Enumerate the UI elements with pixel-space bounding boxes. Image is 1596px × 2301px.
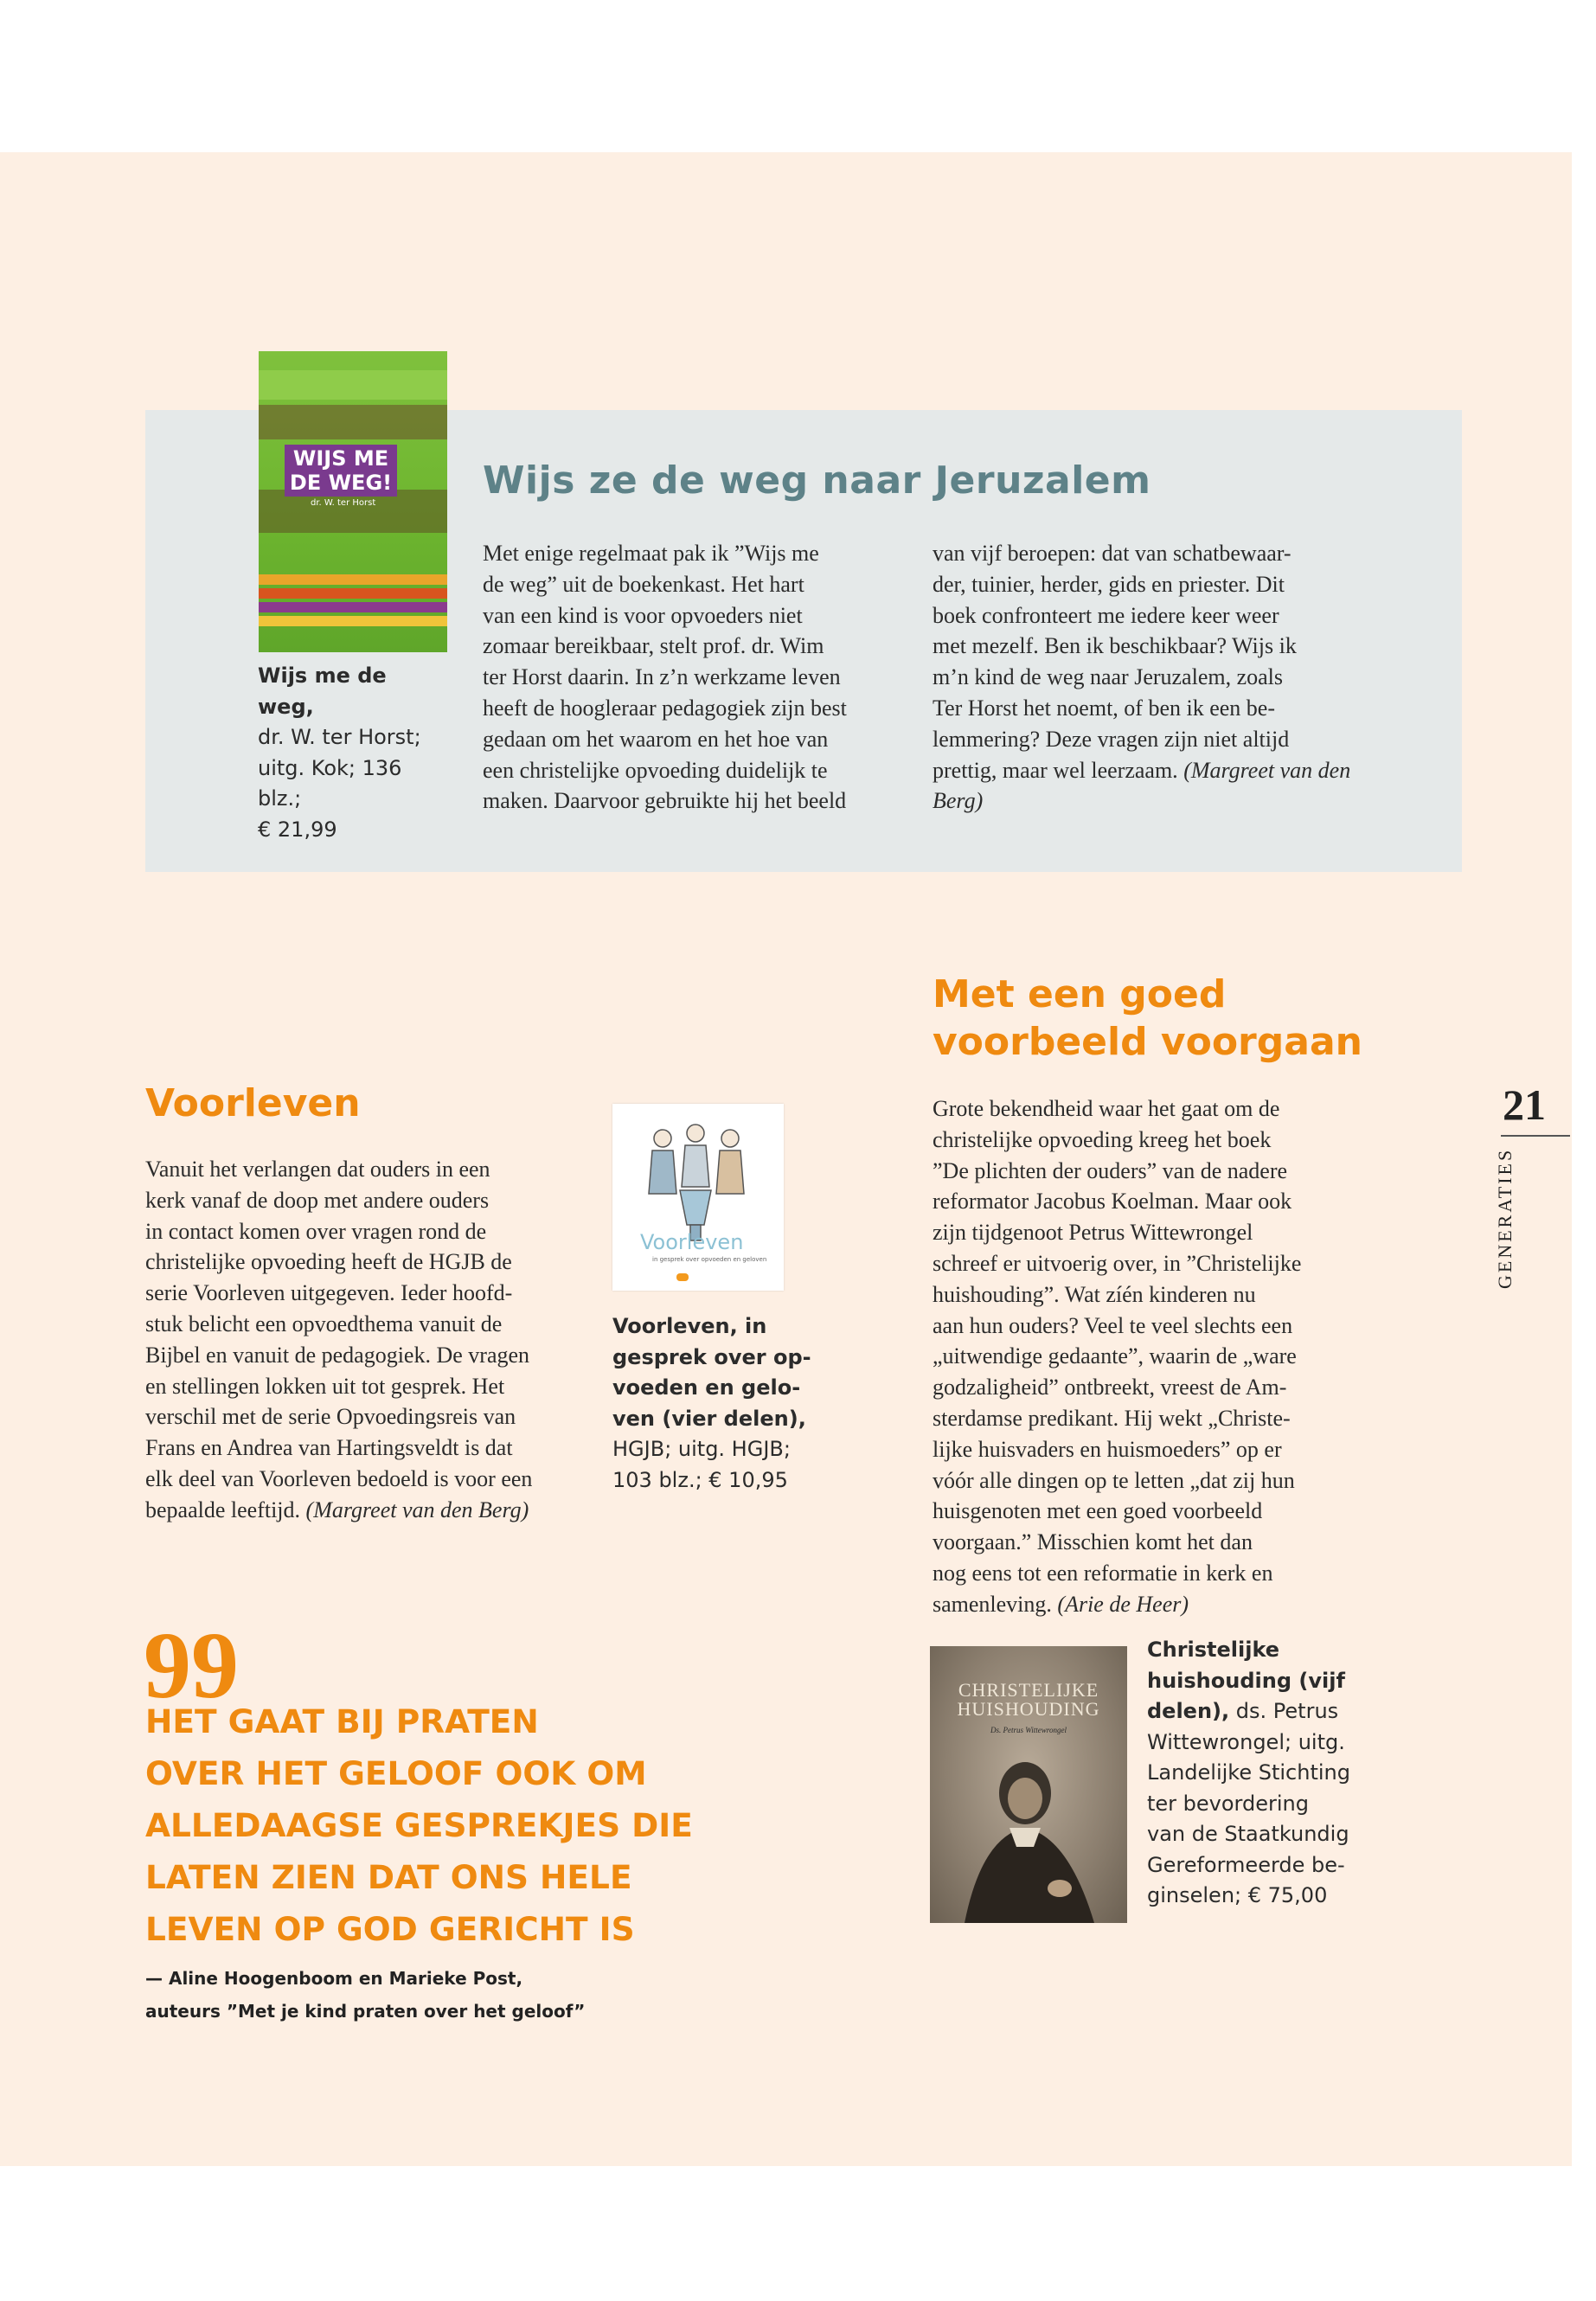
text-line: Grote bekendheid waar het gaat om de xyxy=(933,1096,1280,1121)
caption-line: van de Staatkundig xyxy=(1147,1822,1349,1846)
book-caption-1 xyxy=(258,661,439,845)
text-line: lijke huisvaders en huismoeders” op er xyxy=(933,1436,1282,1462)
heading-line: Met een goed xyxy=(933,972,1227,1016)
quote-line: ALLEDAAGSE GESPREKJES DIE xyxy=(145,1806,693,1844)
review-body-voorleven xyxy=(145,1154,595,1526)
publisher-logo xyxy=(676,1273,689,1281)
caption-line: Gereformeerde be- xyxy=(1147,1852,1345,1877)
cover-author: dr. W. ter Horst xyxy=(311,498,376,508)
text-line: zijn tijdgenoot Petrus Wittewrongel xyxy=(933,1220,1253,1246)
text-line: een christelijke opvoeding duidelijk te xyxy=(483,757,828,783)
page-number-rule xyxy=(1501,1135,1570,1137)
text-line: in contact komen over vragen rond de xyxy=(145,1218,487,1244)
text-line: m’n kind de weg naar Jeruzalem, zoals xyxy=(933,664,1284,690)
text-line: lemmering? Deze vragen zijn niet altijd xyxy=(933,726,1290,752)
cover-author: Ds. Petrus Wittewrongel xyxy=(990,1726,1067,1734)
book-caption-2 xyxy=(612,1311,811,1496)
review-body-voorbeeld xyxy=(933,1093,1400,1620)
text-line: van vijf beroepen: dat van schatbewaar- xyxy=(933,541,1292,566)
cover-subtitle: in gesprek over opvoeden en geloven xyxy=(652,1256,767,1263)
caption-line: ginselen; € 75,00 xyxy=(1147,1883,1328,1907)
book-cover-christelijke-huishouding xyxy=(930,1646,1127,1923)
text-line: maken. Daarvoor gebruikte hij het beeld xyxy=(483,788,847,814)
review-column-1 xyxy=(483,538,915,817)
caption-title: Voorleven, in xyxy=(612,1314,767,1338)
caption-title: ven (vier delen), xyxy=(612,1406,806,1431)
text-line: boek confronteert me iedere keer weer xyxy=(933,602,1279,628)
review-heading-voorbeeld xyxy=(933,971,1417,1066)
text-line: christelijke opvoeding kreeg het boek xyxy=(933,1126,1272,1152)
review-heading-voorleven: Voorleven xyxy=(145,1081,361,1125)
text-line: de weg” uit de boekenkast. Het hart xyxy=(483,571,804,597)
text-line: elk deel van Voorleven bedoeld is voor een xyxy=(145,1465,533,1491)
attribution-line: auteurs ”Met je kind praten over het geloof” xyxy=(145,2001,586,2022)
text-line: schreef er uitvoerig over, in ”Christelijke xyxy=(933,1250,1302,1276)
text-line: met mezelf. Ben ik beschikbaar? Wijs ik xyxy=(933,633,1297,659)
cover-title-line: CHRISTELIJKE xyxy=(958,1679,1099,1701)
caption-title: voeden en gelo- xyxy=(612,1375,801,1400)
text-line: kerk vanaf de doop met andere ouders xyxy=(145,1187,490,1213)
text-line: zomaar bereikbaar, stelt prof. dr. Wim xyxy=(483,633,824,659)
running-head: GENERATIES xyxy=(1494,1147,1516,1289)
text-line: bepaalde leeftijd. xyxy=(145,1497,301,1522)
quote-line: LEVEN OP GOD GERICHT IS xyxy=(145,1910,635,1948)
text-line: aan hun ouders? Veel te veel slechts een xyxy=(933,1312,1293,1338)
text-line: sterdamse predikant. Hij wekt „Christe- xyxy=(933,1405,1291,1431)
text-line: „uitwendige gedaante”, waarin de „ware xyxy=(933,1343,1297,1369)
text-line: reformator Jacobus Koelman. Maar ook xyxy=(933,1189,1292,1215)
text-line: Met enige regelmaat pak ik ”Wijs me xyxy=(483,541,819,566)
caption-title: Christelijke xyxy=(1147,1638,1280,1662)
cover-title: WIJS ME DE WEG! xyxy=(285,445,397,497)
byline: (Arie de Heer) xyxy=(1057,1591,1189,1617)
text-line: stuk belicht een opvoedthema vanuit de xyxy=(145,1311,503,1336)
quote-attribution xyxy=(145,1962,699,2028)
cover-title: Voorleven xyxy=(640,1230,744,1254)
book-caption-3 xyxy=(1147,1635,1372,1912)
caption-title: delen), xyxy=(1147,1699,1230,1723)
heading-line: voorbeeld voorgaan xyxy=(933,1020,1362,1064)
text-line: Ter Horst het noemt, of ben ik een be- xyxy=(933,695,1275,721)
text-line: van een kind is voor opvoeders niet xyxy=(483,602,803,628)
page-number: 21 xyxy=(1503,1080,1546,1129)
caption-line: ds. Petrus xyxy=(1235,1699,1339,1723)
text-line: voorgaan.” Misschien komt het dan xyxy=(933,1529,1253,1555)
text-line: verschil met de serie Opvoedingsreis van xyxy=(145,1404,516,1430)
quote-line: LATEN ZIEN DAT ONS HELE xyxy=(145,1858,632,1896)
caption-title: gesprek over op- xyxy=(612,1344,811,1369)
caption-line: Wittewrongel; uitg. xyxy=(1147,1729,1345,1754)
review-column-2 xyxy=(933,538,1365,817)
text-line: vóór alle dingen op te letten „dat zij hun xyxy=(933,1467,1295,1493)
caption-title: Wijs me de weg, xyxy=(258,663,387,719)
pull-quote xyxy=(145,1695,699,1955)
text-line: godzaligheid” ontbreekt, vreest de Am- xyxy=(933,1375,1287,1400)
text-line: Frans en Andrea van Hartingsveldt is dat xyxy=(145,1435,513,1461)
quote-mark-icon: 99 xyxy=(144,1612,239,1718)
text-line: samenleving. xyxy=(933,1591,1052,1617)
caption-line: 103 blz.; € 10,95 xyxy=(612,1467,788,1492)
byline: (Margreet van den Berg) xyxy=(305,1497,529,1522)
text-line: huisgenoten met een goed voorbeeld xyxy=(933,1498,1263,1524)
quote-line: HET GAAT BIJ PRATEN xyxy=(145,1702,539,1740)
text-line: ter Horst daarin. In z’n werkzame leven xyxy=(483,664,841,690)
caption-line: € 21,99 xyxy=(258,817,337,842)
portrait-illustration xyxy=(930,1741,1127,1923)
text-line: nog eens tot een reformatie in kerk en xyxy=(933,1560,1273,1586)
cover-title-line: HUISHOUDING xyxy=(957,1698,1100,1720)
text-line: Vanuit het verlangen dat ouders in een xyxy=(145,1157,490,1182)
book-cover-wijs-me-de-weg xyxy=(259,351,447,652)
text-line: prettig, maar wel leerzaam. xyxy=(933,757,1178,783)
review-heading: Wijs ze de weg naar Jeruzalem xyxy=(483,458,1151,503)
attribution-line: — Aline Hoogenboom en Marieke Post, xyxy=(145,1968,523,1989)
caption-line: ter bevordering xyxy=(1147,1791,1309,1816)
quote-line: OVER HET GELOOF OOK OM xyxy=(145,1754,647,1792)
caption-line: dr. W. ter Horst; xyxy=(258,725,421,749)
text-line: christelijke opvoeding heeft de HGJB de xyxy=(145,1249,512,1275)
book-cover-voorleven xyxy=(612,1104,784,1291)
text-line: serie Voorleven uitgegeven. Ieder hoofd- xyxy=(145,1280,513,1306)
text-line: huishouding”. Wat zíén kinderen nu xyxy=(933,1281,1256,1307)
text-line: der, tuinier, herder, gids en priester. Dit xyxy=(933,571,1285,597)
caption-line: uitg. Kok; 136 blz.; xyxy=(258,755,402,811)
caption-line: HGJB; uitg. HGJB; xyxy=(612,1437,791,1461)
cover-title xyxy=(930,1681,1127,1719)
text-line: en stellingen lokken uit tot gesprek. Het xyxy=(145,1373,505,1399)
caption-title: huishouding (vijf xyxy=(1147,1668,1345,1693)
byline: (Margreet van den Berg) xyxy=(933,757,1351,814)
text-line: heeft de hoogleraar pedagogiek zijn best xyxy=(483,695,847,721)
caption-line: Landelijke Stichting xyxy=(1147,1760,1350,1785)
text-line: gedaan om het waarom en het hoe van xyxy=(483,726,829,752)
text-line: ”De plichten der ouders” van de nadere xyxy=(933,1157,1288,1183)
text-line: Bijbel en vanuit de pedagogiek. De vragen xyxy=(145,1342,530,1368)
